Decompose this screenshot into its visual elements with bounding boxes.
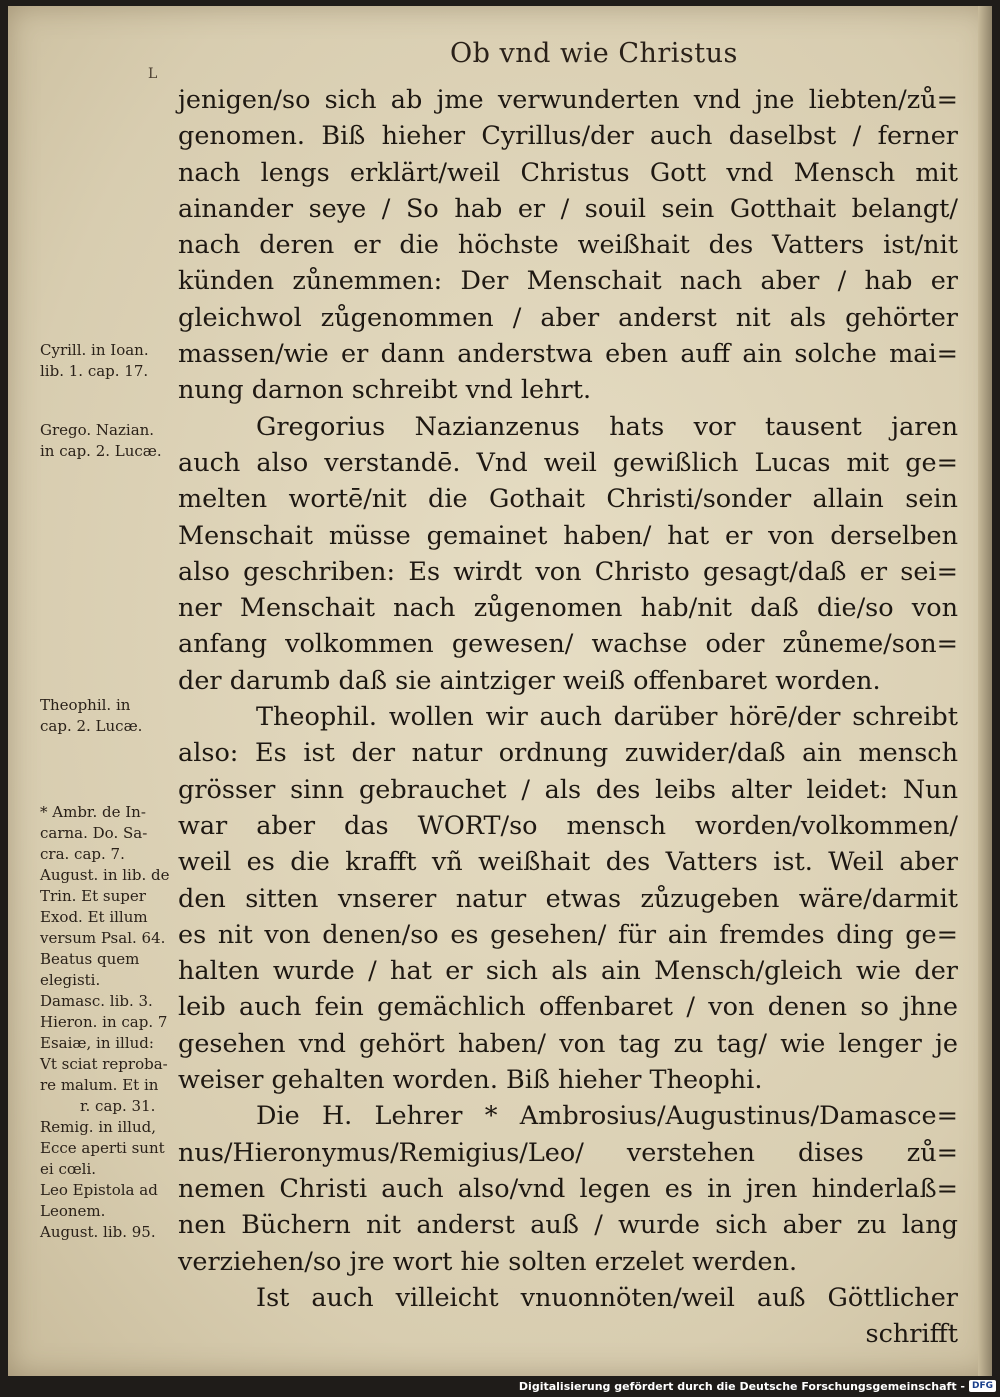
running-head: Ob vnd wie Christus xyxy=(450,38,738,69)
text-line: genomen. Biß hieher Cyrillus/der auch daselbst / ferner xyxy=(178,121,958,152)
text-line: also geschriben: Es wirdt von Christo gesagt/daß er sei= xyxy=(178,556,958,587)
text-line: es nit von denen/so es gesehen/ für ain fremdes ding ge= xyxy=(178,919,958,950)
text-line: also: Es ist der natur ordnung zuwider/daß ain mensch xyxy=(178,738,958,769)
text-line: nung darnon schreibt vnd lehrt. xyxy=(178,375,592,406)
text-line: auch also verstandē. Vnd weil gewißlich Lucas mit ge= xyxy=(178,447,958,478)
text-line: Menschait müsse gemainet haben/ hat er von derselben xyxy=(178,520,958,551)
margin-note-line: August. lib. 95. xyxy=(40,1223,156,1241)
text-line: Die H. Lehrer * Ambrosius/Augustinus/Damasce= xyxy=(256,1101,958,1132)
margin-note-line: Hieron. in cap. 7 xyxy=(40,1013,168,1031)
text-line: leib auch fein gemächlich offenbaret / von denen so jhne xyxy=(178,992,958,1023)
text-line: verziehen/so jre wort hie solten erzelet werden. xyxy=(178,1246,798,1277)
text-line: der darumb daß sie aintziger weiß offenbaret worden. xyxy=(178,665,881,696)
text-line: nemen Christi auch also/vnd legen es in jren hinderlaß= xyxy=(178,1173,958,1204)
margin-note-line: Ecce aperti sunt xyxy=(40,1139,165,1157)
catchword: schrifft xyxy=(865,1319,958,1350)
margin-note-line: versum Psal. 64. xyxy=(40,929,166,947)
text-line: melten wortē/nit die Gothait Christi/sonder allain sein xyxy=(178,484,958,515)
margin-note-line: Trin. Et super xyxy=(40,887,146,905)
margin-note-line: Damasc. lib. 3. xyxy=(40,992,153,1010)
margin-note-line: Leonem. xyxy=(40,1202,106,1220)
margin-note-line: Leo Epistola ad xyxy=(40,1181,158,1199)
dfg-logo: DFG xyxy=(969,1380,996,1392)
margin-note-line: elegisti. xyxy=(40,971,101,989)
margin-note-line: Theophil. in xyxy=(40,696,131,714)
text-line: nus/Hieronymus/Remigius/Leo/ verstehen dises zů= xyxy=(178,1137,958,1168)
footer-credit xyxy=(519,1377,996,1395)
text-line: nach deren er die höchste weißhait des Vatters ist/nit xyxy=(178,230,958,261)
text-line: Gregorius Nazianzenus hats vor tausent jaren xyxy=(256,411,958,442)
text-line: nen Büchern nit anderst auß / wurde sich aber zu lang xyxy=(178,1210,958,1241)
margin-note-cyrill xyxy=(40,340,200,382)
margin-note-fathers xyxy=(40,802,200,1243)
main-text-block xyxy=(178,82,958,1352)
margin-note-line: * Ambr. de In- xyxy=(40,803,146,821)
text-line: war aber das WORT/so mensch worden/volkommen/ xyxy=(178,810,958,841)
text-line: halten wurde / hat er sich als ain Mensch/gleich wie der xyxy=(178,956,958,987)
text-line: anfang volkommen gewesen/ wachse oder zůneme/son= xyxy=(178,629,958,660)
margin-note-line: in cap. 2. Lucæ. xyxy=(40,442,162,460)
margin-note-line: carna. Do. Sa- xyxy=(40,824,148,842)
text-line: Ist auch villeicht vnuonnöten/weil auß Göttlicher xyxy=(256,1282,958,1313)
text-line: ainander seye / So hab er / souil sein Gotthait belangt/ xyxy=(178,193,958,224)
margin-note-gregor xyxy=(40,420,200,462)
margin-note-line: cap. 2. Lucæ. xyxy=(40,717,143,735)
text-line: künden zůnemmen: Der Menschait nach aber / hab er xyxy=(178,266,958,297)
text-line: den sitten vnserer natur etwas zůzugeben wäre/darmit xyxy=(178,883,958,914)
margin-note-line: Remig. in illud, xyxy=(40,1118,156,1136)
text-line: gleichwol zůgenommen / aber anderst nit als gehörter xyxy=(178,302,958,333)
margin-note-line: Esaiæ, in illud: xyxy=(40,1034,154,1052)
text-line: weiser gehalten worden. Biß hieher Theophi. xyxy=(178,1065,763,1096)
margin-note-line: August. in lib. de xyxy=(40,866,170,884)
margin-note-line: Cyrill. in Ioan. xyxy=(40,341,149,359)
text-line: gesehen vnd gehört haben/ von tag zu tag/ wie lenger je xyxy=(178,1028,958,1059)
corner-mark: L xyxy=(148,66,158,82)
margin-note-line: Grego. Nazian. xyxy=(40,421,155,439)
margin-note-line: r. cap. 31. xyxy=(80,1097,156,1115)
text-line: jenigen/so sich ab jme verwunderten vnd jne liebten/zů= xyxy=(178,85,958,115)
margin-note-line: ei cœli. xyxy=(40,1160,97,1178)
text-line: Theophil. wollen wir auch darüber hörē/der schreibt xyxy=(256,702,958,733)
page-edge xyxy=(978,6,992,1376)
margin-note-theophil xyxy=(40,695,200,737)
margin-note-line: lib. 1. cap. 17. xyxy=(40,362,149,380)
text-line: massen/wie er dann anderstwa eben auff ain solche mai= xyxy=(178,339,958,370)
text-line: ner Menschait nach zůgenomen hab/nit daß die/so von xyxy=(178,593,958,624)
margin-note-line: cra. cap. 7. xyxy=(40,845,125,863)
margin-note-line: re malum. Et in xyxy=(40,1076,159,1094)
text-line: weil es die krafft vñ weißhait des Vatters ist. Weil aber xyxy=(178,847,958,878)
credit-text: Digitalisierung gefördert durch die Deutsche Forschungsgemeinschaft - xyxy=(518,1379,965,1393)
margin-note-line: Vt sciat reproba- xyxy=(40,1055,168,1073)
text-line: grösser sinn gebrauchet / als des leibs alter leidet: Nun xyxy=(178,774,958,805)
text-line: nach lengs erklärt/weil Christus Gott vnd Mensch mit xyxy=(178,157,958,188)
margin-note-line: Exod. Et illum xyxy=(40,908,148,926)
margin-note-line: Beatus quem xyxy=(40,950,140,968)
